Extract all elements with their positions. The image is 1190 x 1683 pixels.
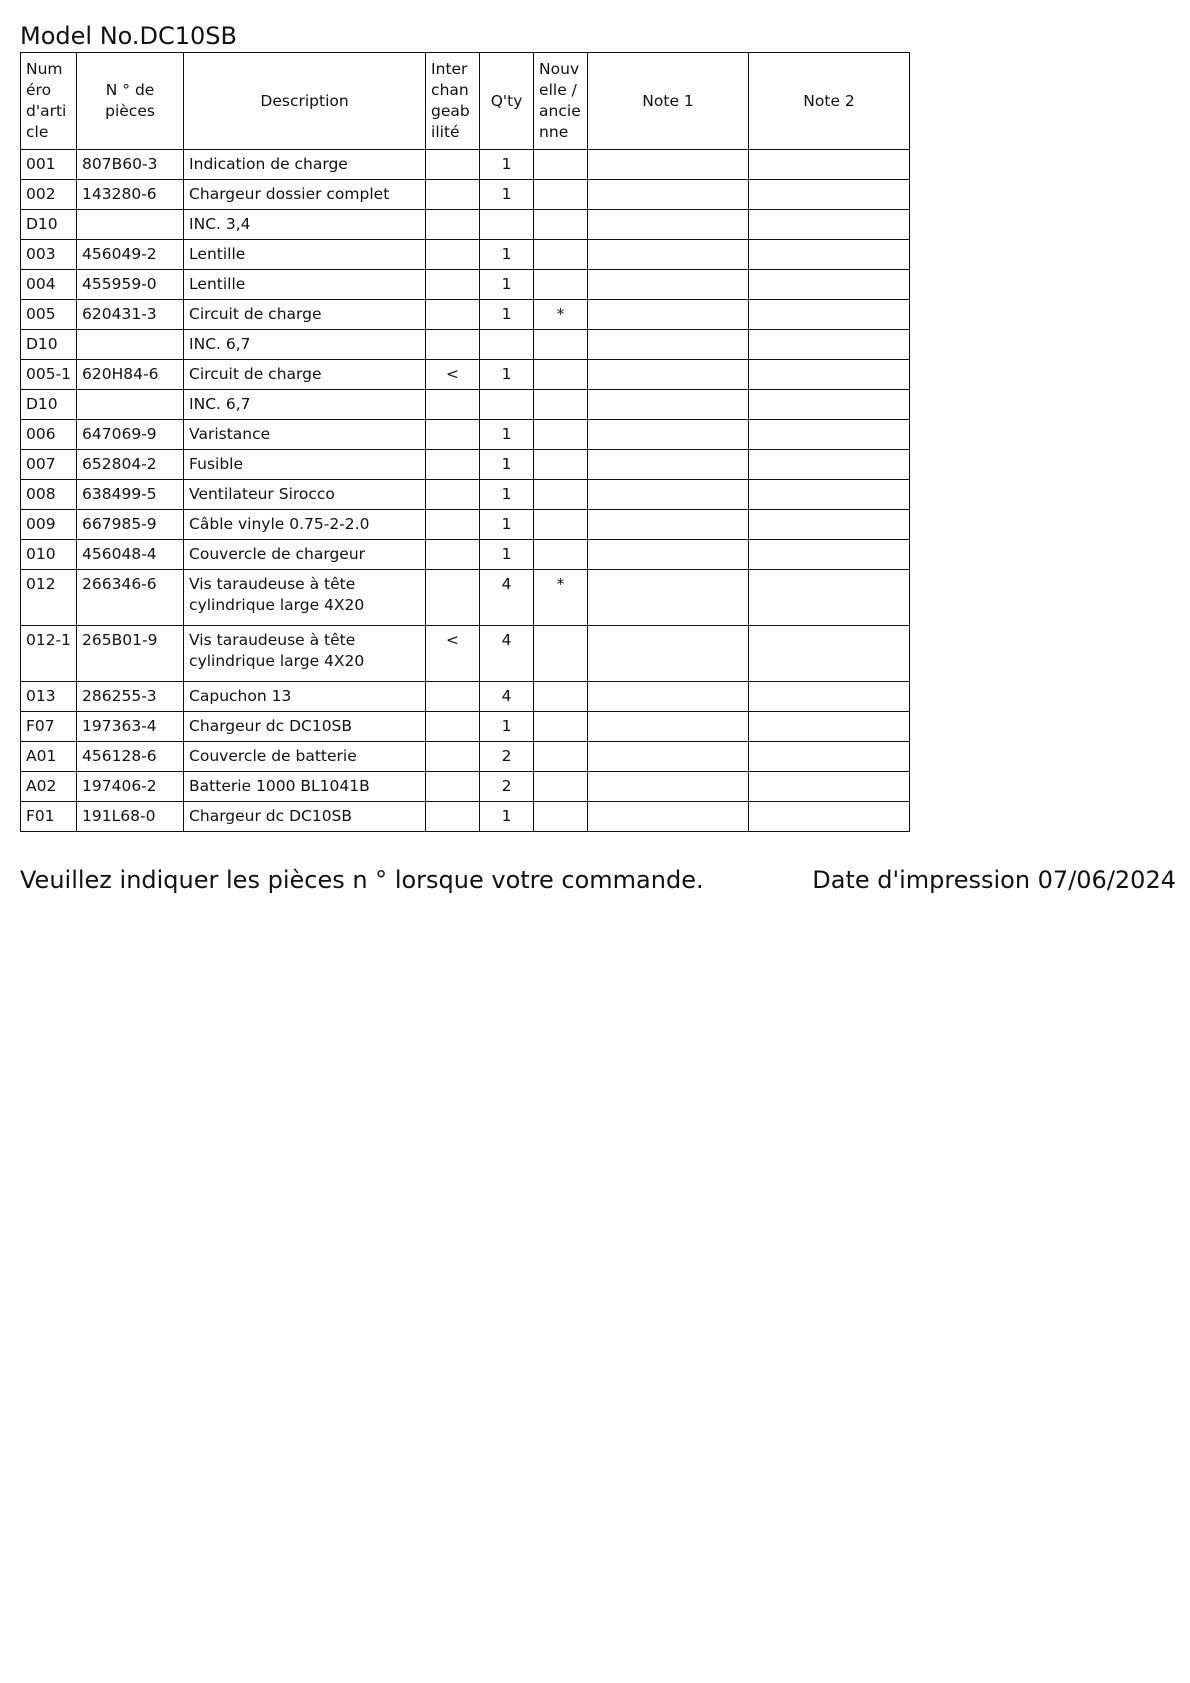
page-title: Model No.DC10SB (20, 22, 238, 50)
description-cell: INC. 6,7 (184, 330, 426, 360)
description-cell: Capuchon 13 (184, 682, 426, 712)
item-number-cell: 007 (21, 450, 77, 480)
header-note-2: Note 2 (749, 53, 910, 150)
item-number-cell: 005-1 (21, 360, 77, 390)
table-body (21, 150, 910, 832)
header-description: Description (184, 53, 426, 150)
part-number-cell (77, 330, 184, 360)
interchangeability-cell (426, 712, 480, 742)
table-row (21, 510, 910, 540)
item-number-cell: 001 (21, 150, 77, 180)
description-cell: Vis taraudeuse à tête cylindrique large 4X20 (184, 626, 426, 682)
description-cell: Chargeur dc DC10SB (184, 712, 426, 742)
description-cell: Vis taraudeuse à tête cylindrique large 4X20 (184, 570, 426, 626)
table-row (21, 300, 910, 330)
quantity-cell: 1 (480, 420, 534, 450)
interchangeability-cell (426, 510, 480, 540)
quantity-cell (480, 390, 534, 420)
interchangeability-cell (426, 450, 480, 480)
note-1-cell (588, 210, 749, 240)
new-old-cell (534, 270, 588, 300)
part-number-cell: 197363-4 (77, 712, 184, 742)
note-2-cell (749, 300, 910, 330)
note-2-cell (749, 420, 910, 450)
table-row (21, 180, 910, 210)
table-row (21, 626, 910, 682)
note-2-cell (749, 480, 910, 510)
new-old-cell (534, 712, 588, 742)
table-row (21, 270, 910, 300)
interchangeability-cell (426, 180, 480, 210)
new-old-cell (534, 240, 588, 270)
interchangeability-cell (426, 300, 480, 330)
interchangeability-cell (426, 570, 480, 626)
header-item-number: Numéro d'article (21, 53, 77, 150)
part-number-cell: 286255-3 (77, 682, 184, 712)
table-row (21, 682, 910, 712)
part-number-cell: 266346-6 (77, 570, 184, 626)
header-new-old: Nouvelle / ancienne (534, 53, 588, 150)
new-old-cell (534, 210, 588, 240)
part-number-cell: 197406-2 (77, 772, 184, 802)
new-old-cell (534, 180, 588, 210)
table-row (21, 360, 910, 390)
item-number-cell: 008 (21, 480, 77, 510)
interchangeability-cell (426, 210, 480, 240)
quantity-cell: 1 (480, 540, 534, 570)
interchangeability-cell (426, 390, 480, 420)
new-old-cell (534, 540, 588, 570)
part-number-cell: 456048-4 (77, 540, 184, 570)
item-number-cell: 010 (21, 540, 77, 570)
interchangeability-cell (426, 682, 480, 712)
description-cell: Ventilateur Sirocco (184, 480, 426, 510)
description-cell: Couvercle de batterie (184, 742, 426, 772)
part-number-cell: 143280-6 (77, 180, 184, 210)
table-row (21, 390, 910, 420)
interchangeability-cell (426, 480, 480, 510)
item-number-cell: 004 (21, 270, 77, 300)
description-cell: Circuit de charge (184, 360, 426, 390)
part-number-cell: 620H84-6 (77, 360, 184, 390)
note-2-cell (749, 150, 910, 180)
description-cell: Indication de charge (184, 150, 426, 180)
quantity-cell (480, 210, 534, 240)
part-number-cell: 647069-9 (77, 420, 184, 450)
new-old-cell (534, 480, 588, 510)
header-quantity: Q'ty (480, 53, 534, 150)
description-cell: Circuit de charge (184, 300, 426, 330)
part-number-cell: 456049-2 (77, 240, 184, 270)
note-1-cell (588, 540, 749, 570)
part-number-cell: 667985-9 (77, 510, 184, 540)
quantity-cell: 2 (480, 772, 534, 802)
item-number-cell: 009 (21, 510, 77, 540)
quantity-cell (480, 330, 534, 360)
note-2-cell (749, 570, 910, 626)
note-1-cell (588, 360, 749, 390)
item-number-cell: D10 (21, 390, 77, 420)
new-old-cell (534, 682, 588, 712)
new-old-cell (534, 626, 588, 682)
item-number-cell: A02 (21, 772, 77, 802)
new-old-cell (534, 420, 588, 450)
interchangeability-cell (426, 420, 480, 450)
item-number-cell: D10 (21, 210, 77, 240)
interchangeability-cell (426, 802, 480, 832)
note-2-cell (749, 802, 910, 832)
item-number-cell: 003 (21, 240, 77, 270)
table-row (21, 480, 910, 510)
item-number-cell: 006 (21, 420, 77, 450)
interchangeability-cell (426, 330, 480, 360)
part-number-cell: 456128-6 (77, 742, 184, 772)
note-1-cell (588, 450, 749, 480)
note-1-cell (588, 420, 749, 450)
note-1-cell (588, 510, 749, 540)
note-1-cell (588, 772, 749, 802)
description-cell: INC. 6,7 (184, 390, 426, 420)
item-number-cell: 012-1 (21, 626, 77, 682)
note-1-cell (588, 330, 749, 360)
table-row (21, 450, 910, 480)
note-1-cell (588, 570, 749, 626)
note-1-cell (588, 802, 749, 832)
note-1-cell (588, 742, 749, 772)
print-date: Date d'impression 07/06/2024 (812, 866, 1176, 894)
quantity-cell: 4 (480, 682, 534, 712)
table-row (21, 420, 910, 450)
note-2-cell (749, 712, 910, 742)
table-row (21, 712, 910, 742)
quantity-cell: 1 (480, 360, 534, 390)
quantity-cell: 4 (480, 626, 534, 682)
item-number-cell: A01 (21, 742, 77, 772)
description-cell: Chargeur dc DC10SB (184, 802, 426, 832)
new-old-cell (534, 390, 588, 420)
part-number-cell: 807B60-3 (77, 150, 184, 180)
part-number-cell: 455959-0 (77, 270, 184, 300)
table-row (21, 540, 910, 570)
part-number-cell: 265B01-9 (77, 626, 184, 682)
note-2-cell (749, 742, 910, 772)
part-number-cell (77, 210, 184, 240)
new-old-cell: * (534, 570, 588, 626)
new-old-cell (534, 150, 588, 180)
note-1-cell (588, 240, 749, 270)
note-2-cell (749, 772, 910, 802)
table-row (21, 570, 910, 626)
description-cell: Chargeur dossier complet (184, 180, 426, 210)
note-1-cell (588, 300, 749, 330)
new-old-cell: * (534, 300, 588, 330)
description-cell: Lentille (184, 240, 426, 270)
table-row (21, 802, 910, 832)
interchangeability-cell (426, 150, 480, 180)
part-number-cell (77, 390, 184, 420)
quantity-cell: 2 (480, 742, 534, 772)
note-2-cell (749, 510, 910, 540)
table-row (21, 210, 910, 240)
item-number-cell: 005 (21, 300, 77, 330)
note-1-cell (588, 682, 749, 712)
description-cell: Fusible (184, 450, 426, 480)
interchangeability-cell (426, 270, 480, 300)
new-old-cell (534, 802, 588, 832)
note-2-cell (749, 540, 910, 570)
table-row (21, 240, 910, 270)
new-old-cell (534, 330, 588, 360)
quantity-cell: 1 (480, 150, 534, 180)
new-old-cell (534, 510, 588, 540)
quantity-cell: 1 (480, 300, 534, 330)
note-1-cell (588, 626, 749, 682)
header-part-number: N ° de pièces (77, 53, 184, 150)
item-number-cell: D10 (21, 330, 77, 360)
note-1-cell (588, 180, 749, 210)
quantity-cell: 1 (480, 180, 534, 210)
note-2-cell (749, 390, 910, 420)
description-cell: Varistance (184, 420, 426, 450)
note-1-cell (588, 712, 749, 742)
description-cell: Batterie 1000 BL1041B (184, 772, 426, 802)
interchangeability-cell (426, 240, 480, 270)
note-2-cell (749, 210, 910, 240)
quantity-cell: 1 (480, 802, 534, 832)
new-old-cell (534, 772, 588, 802)
description-cell: Couvercle de chargeur (184, 540, 426, 570)
item-number-cell: F01 (21, 802, 77, 832)
note-2-cell (749, 240, 910, 270)
note-1-cell (588, 270, 749, 300)
quantity-cell: 1 (480, 712, 534, 742)
header-note-1: Note 1 (588, 53, 749, 150)
table-row (21, 150, 910, 180)
note-2-cell (749, 450, 910, 480)
new-old-cell (534, 360, 588, 390)
note-2-cell (749, 180, 910, 210)
quantity-cell: 4 (480, 570, 534, 626)
parts-table (20, 52, 910, 832)
part-number-cell: 638499-5 (77, 480, 184, 510)
interchangeability-cell (426, 772, 480, 802)
table-row (21, 742, 910, 772)
interchangeability-cell: < (426, 626, 480, 682)
note-2-cell (749, 360, 910, 390)
order-instruction-note: Veuillez indiquer les pièces n ° lorsque votre commande. (20, 866, 704, 894)
interchangeability-cell: < (426, 360, 480, 390)
quantity-cell: 1 (480, 450, 534, 480)
note-1-cell (588, 150, 749, 180)
part-number-cell: 652804-2 (77, 450, 184, 480)
description-cell: INC. 3,4 (184, 210, 426, 240)
note-2-cell (749, 682, 910, 712)
note-2-cell (749, 330, 910, 360)
description-cell: Lentille (184, 270, 426, 300)
item-number-cell: 012 (21, 570, 77, 626)
table-header-row (21, 53, 910, 150)
quantity-cell: 1 (480, 510, 534, 540)
description-cell: Câble vinyle 0.75-2-2.0 (184, 510, 426, 540)
note-2-cell (749, 626, 910, 682)
table-row (21, 772, 910, 802)
item-number-cell: 013 (21, 682, 77, 712)
table-row (21, 330, 910, 360)
quantity-cell: 1 (480, 240, 534, 270)
note-2-cell (749, 270, 910, 300)
note-1-cell (588, 390, 749, 420)
part-number-cell: 620431-3 (77, 300, 184, 330)
new-old-cell (534, 450, 588, 480)
item-number-cell: F07 (21, 712, 77, 742)
part-number-cell: 191L68-0 (77, 802, 184, 832)
item-number-cell: 002 (21, 180, 77, 210)
new-old-cell (534, 742, 588, 772)
header-interchangeability: Interchangeabilité (426, 53, 480, 150)
note-1-cell (588, 480, 749, 510)
quantity-cell: 1 (480, 270, 534, 300)
interchangeability-cell (426, 742, 480, 772)
interchangeability-cell (426, 540, 480, 570)
quantity-cell: 1 (480, 480, 534, 510)
